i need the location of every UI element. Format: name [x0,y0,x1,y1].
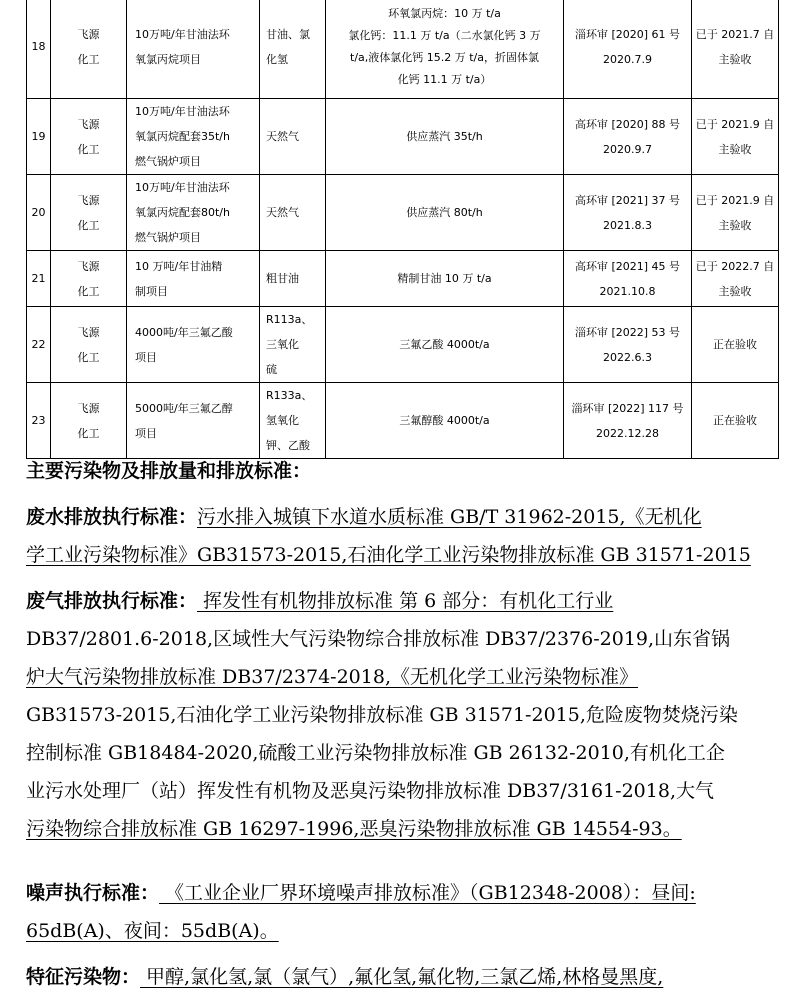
cell-status [692,175,779,251]
cell-status-line: 正在验收 [713,338,757,351]
cell-raw-material-line: 硫 [266,363,277,376]
cell-product-line: 三氟醇酸 4000t/a [399,414,490,427]
cell-number-text: 21 [31,272,46,285]
cell-approval [564,251,692,307]
cell-status-line: 正在验收 [713,414,757,427]
cell-status-line: 主验收 [718,218,752,232]
cell-approval [564,307,692,383]
cell-number-text: 19 [31,130,46,143]
cell-number [27,251,51,307]
cell-status-line: 主验收 [718,52,752,66]
cell-number [27,383,51,459]
cell-company [51,383,127,459]
cell-company [51,307,127,383]
cell-company-line: 飞源 [77,27,100,41]
cell-product-line: 精制甘油 10 万 t/a [397,272,492,285]
project-table [26,0,779,459]
cell-project-line: 氧氯丙烷配套35t/h [135,130,230,143]
cell-number [27,0,51,99]
table-row [27,99,779,175]
cell-product [326,251,564,307]
cell-company-line: 飞源 [77,401,100,415]
exhaust-standard [26,582,778,848]
cell-approval-line: 高环审 [2021] 37 号 [574,193,681,207]
cell-company [51,251,127,307]
exhaust-label: 废气排放执行标准： [26,590,198,612]
cell-project [127,307,260,383]
cell-project-line: 4000吨/年三氟乙酸 [135,325,233,339]
cell-project-line: 制项目 [135,284,168,298]
cell-company-line: 飞源 [77,193,100,207]
cell-product [326,307,564,383]
cell-raw-material-line: 三氧化 [266,338,299,351]
cell-number [27,175,51,251]
cell-approval-line: 高环审 [2020] 88 号 [574,117,681,131]
cell-raw-material-line: 钾、乙酸 [266,439,310,452]
cell-approval-line: 2020.7.9 [603,52,652,66]
cell-approval-line: 淄环审 [2022] 53 号 [574,325,681,339]
cell-raw-material-line: R113a、 [266,313,313,326]
cell-status-line: 已于 2021.7 自 [695,27,775,41]
cell-raw-material [260,99,326,175]
cell-status [692,251,779,307]
cell-approval-line: 淄环审 [2022] 117 号 [571,401,684,415]
cell-status [692,0,779,99]
exhaust-line-2: DB37/2801.6-2018,区域性大气污染物综合排放标准 DB37/2376-2019,山东省锅 [26,628,731,650]
noise-line-2: 65dB(A)、夜间：55dB(A)。 [26,920,279,942]
cell-status-line: 已于 2022.7 自 [695,259,775,273]
noise-label: 噪声执行标准： [26,882,160,904]
cell-company [51,175,127,251]
cell-status [692,307,779,383]
cell-product-line: 供应蒸汽 35t/h [406,130,483,143]
cell-project-line: 10万吨/年甘油法环 [135,105,230,118]
table-row [27,175,779,251]
cell-product [326,383,564,459]
pollutants-heading: 主要污染物及排放量和排放标准： [26,460,312,482]
cell-project-line: 项目 [135,350,157,364]
cell-number [27,99,51,175]
exhaust-line-3: 炉大气污染物排放标准 DB37/2374-2018,《无机化学工业污染物标准》 [26,666,638,688]
cell-approval-line: 淄环审 [2020] 61 号 [574,27,681,41]
cell-status [692,383,779,459]
cell-raw-material [260,383,326,459]
cell-status [692,99,779,175]
cell-approval-line: 2022.6.3 [603,350,652,364]
cell-product-line: 三氟乙酸 4000t/a [399,338,490,351]
cell-number-text: 20 [31,206,46,219]
cell-company [51,0,127,99]
cell-raw-material-line: 天然气 [266,130,299,143]
cell-company-line: 化工 [77,426,100,440]
cell-project [127,251,260,307]
cell-company-line: 飞源 [77,117,100,131]
cell-project-line: 项目 [135,426,157,440]
cell-product-line: 氯化钙：11.1 万 t/a（二水氯化钙 3 万 [348,28,541,42]
cell-approval-line: 2020.9.7 [603,142,652,156]
characteristic-line-1: 甲醇,氯化氢,氯（氯气）,氟化氢,氟化物,三氯乙烯,林格曼黑度, [140,966,664,988]
cell-status-line: 已于 2021.9 自 [695,117,775,131]
cell-number-text: 23 [31,414,46,427]
noise-line-1: 《工业企业厂界环境噪声排放标准》（GB12348-2008）：昼间: [159,882,696,904]
cell-number-text: 22 [31,338,46,351]
exhaust-line-6: 业污水处理厂（站）挥发性有机物及恶臭污染物排放标准 DB37/3161-2018,大气 [26,780,714,802]
table-row [27,307,779,383]
cell-raw-material-line: 粗甘油 [266,272,299,285]
pollutants-section [26,452,778,490]
cell-project-line: 10万吨/年甘油法环 [135,181,230,194]
cell-product [326,0,564,99]
cell-status-line: 主验收 [718,284,752,298]
cell-project-line: 10 万吨/年甘油精 [135,259,223,273]
cell-project-line: 氧氯丙烷项目 [135,52,201,66]
cell-company [51,99,127,175]
cell-company-line: 化工 [77,218,100,232]
wastewater-standard [26,498,778,574]
wastewater-line-1: 污水排入城镇下水道水质标准 GB/T 31962-2015,《无机化 [197,506,702,528]
cell-product [326,99,564,175]
table-row [27,0,779,99]
cell-raw-material [260,307,326,383]
cell-raw-material [260,0,326,99]
cell-project [127,383,260,459]
cell-status-line: 主验收 [718,142,752,156]
cell-company-line: 化工 [77,350,100,364]
cell-raw-material-line: 甘油、氯 [266,27,310,41]
cell-product-line: t/a,液体氯化钙 15.2 万 t/a，折固体氯 [350,50,539,64]
cell-approval-line: 2021.8.3 [603,218,652,232]
cell-project-line: 10万吨/年甘油法环 [135,27,230,41]
cell-status-line: 已于 2021.9 自 [695,193,775,207]
cell-company-line: 化工 [77,284,100,298]
cell-project [127,99,260,175]
exhaust-line-4: GB31573-2015,石油化学工业污染物排放标准 GB 31571-2015,危险废物焚烧污染 [26,704,738,726]
cell-number-text: 18 [31,40,46,53]
cell-project-line: 燃气锅炉项目 [135,155,201,168]
cell-company-line: 飞源 [77,325,100,339]
cell-company-line: 飞源 [77,259,100,273]
cell-project [127,175,260,251]
cell-approval-line: 高环审 [2021] 45 号 [574,259,681,273]
cell-product [326,175,564,251]
table-row [27,383,779,459]
cell-raw-material [260,251,326,307]
cell-approval-line: 2022.12.28 [596,426,659,440]
cell-project-line: 5000吨/年三氟乙醇 [135,401,233,415]
wastewater-label: 废水排放执行标准： [26,506,198,528]
project-table-body [27,0,779,459]
cell-project [127,0,260,99]
exhaust-line-1: 挥发性有机物排放标准 第 6 部分：有机化工行业 [197,590,614,612]
wastewater-line-2: 学工业污染物标准》GB31573-2015,石油化学工业污染物排放标准 GB 31571-2015 [26,544,751,566]
cell-approval [564,0,692,99]
exhaust-line-5: 控制标准 GB18484-2020,硫酸工业污染物排放标准 GB 26132-2010,有机化工企 [26,742,725,764]
cell-raw-material-line: R133a、 [266,389,313,402]
characteristic-pollutants [26,958,778,996]
cell-raw-material-line: 氢氧化 [266,414,299,427]
cell-approval [564,99,692,175]
cell-raw-material [260,175,326,251]
cell-project-line: 燃气锅炉项目 [135,231,201,244]
cell-project-line: 氧氯丙烷配套80t/h [135,206,230,219]
cell-approval-line: 2021.10.8 [599,284,656,298]
cell-product-line: 供应蒸汽 80t/h [406,206,483,219]
cell-number [27,307,51,383]
characteristic-label: 特征污染物： [26,966,141,988]
cell-approval [564,175,692,251]
cell-raw-material-line: 化氢 [266,52,288,66]
cell-product-line: 环氧氯丙烷：10 万 t/a [388,6,501,20]
cell-company-line: 化工 [77,142,100,156]
cell-approval [564,383,692,459]
table-row [27,251,779,307]
exhaust-line-7: 污染物综合排放标准 GB 16297-1996,恶臭污染物排放标准 GB 14554-93。 [26,818,682,840]
cell-product-line: 化钙 11.1 万 t/a） [397,72,492,86]
cell-raw-material-line: 天然气 [266,206,299,219]
cell-company-line: 化工 [77,52,100,66]
noise-standard [26,874,778,950]
